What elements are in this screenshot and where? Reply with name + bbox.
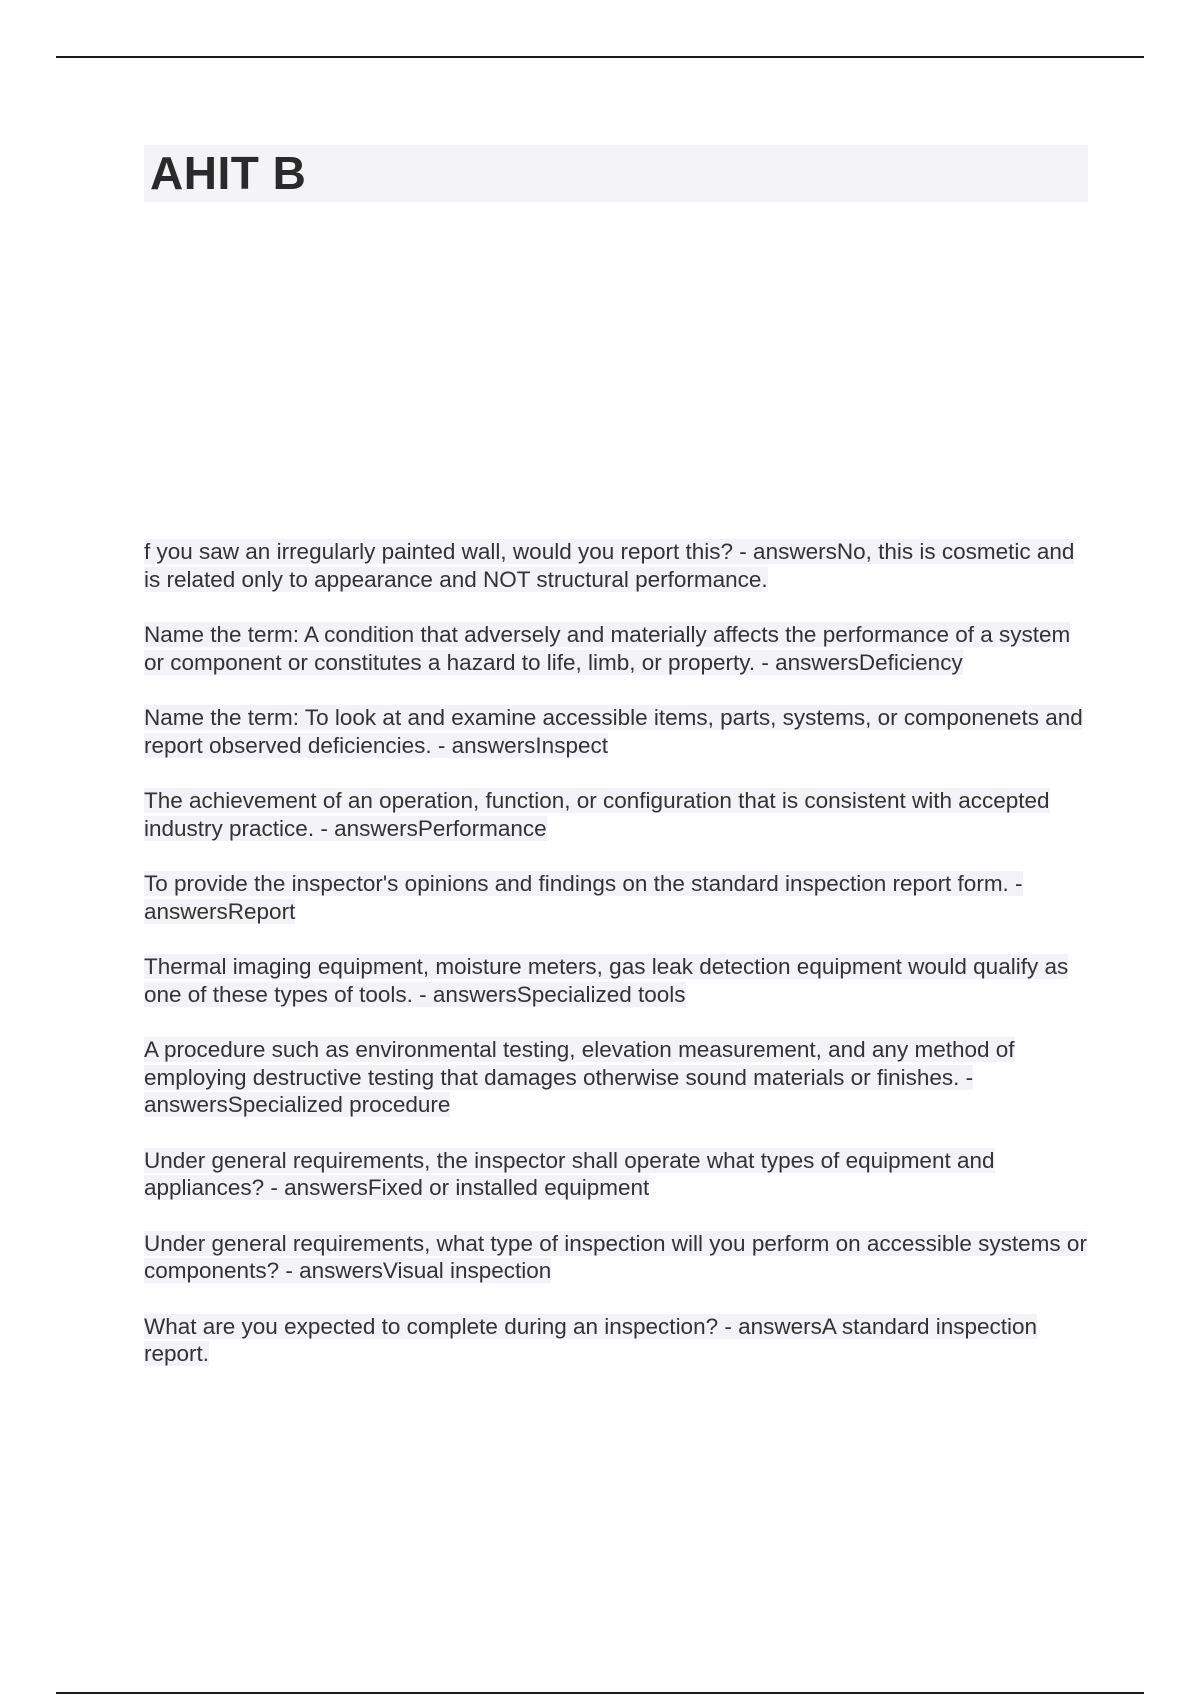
- list-item: [144, 621, 1094, 676]
- top-divider: [56, 56, 1144, 58]
- qa-text: Name the term: To look at and examine accessible items, parts, systems, or componenets and report observed deficiencies. - answersInspect: [144, 705, 1083, 758]
- qa-text: A procedure such as environmental testing, elevation measurement, and any method of employing destructive testing that damages otherwise sound materials or finishes. - answersSpecialized procedure: [144, 1037, 1015, 1117]
- list-item: [144, 1313, 1094, 1368]
- qa-text: Name the term: A condition that adversely and materially affects the performance of a system or component or constitutes a hazard to life, limb, or property. - answersDeficiency: [144, 622, 1071, 675]
- list-item: [144, 870, 1094, 925]
- page-title: AHIT B: [150, 147, 307, 199]
- qa-text: Under general requirements, what type of inspection will you perform on accessible systems or components? - answersVisual inspection: [144, 1230, 1087, 1283]
- qa-list: [144, 538, 1094, 1396]
- qa-text: The achievement of an operation, function, or configuration that is consistent with accepted industry practice. - answersPerformance: [144, 788, 1050, 841]
- qa-text: To provide the inspector's opinions and findings on the standard inspection report form. - answersReport: [144, 871, 1023, 924]
- bottom-divider: [56, 1692, 1144, 1694]
- qa-text: Thermal imaging equipment, moisture meters, gas leak detection equipment would qualify as one of these types of tools. - answersSpecialized tools: [144, 954, 1069, 1007]
- list-item: [144, 704, 1094, 759]
- list-item: [144, 1036, 1094, 1119]
- list-item: [144, 538, 1094, 593]
- list-item: [144, 1230, 1094, 1285]
- qa-text: What are you expected to complete during an inspection? - answersA standard inspection report.: [144, 1313, 1038, 1366]
- list-item: [144, 1147, 1094, 1202]
- list-item: [144, 787, 1094, 842]
- title-banner: [144, 145, 1088, 202]
- list-item: [144, 953, 1094, 1008]
- qa-text: f you saw an irregularly painted wall, would you report this? - answersNo, this is cosmetic and is related only to appearance and NOT structural performance.: [144, 539, 1075, 592]
- qa-text: Under general requirements, the inspector shall operate what types of equipment and appliances? - answersFixed or installed equipment: [144, 1147, 995, 1200]
